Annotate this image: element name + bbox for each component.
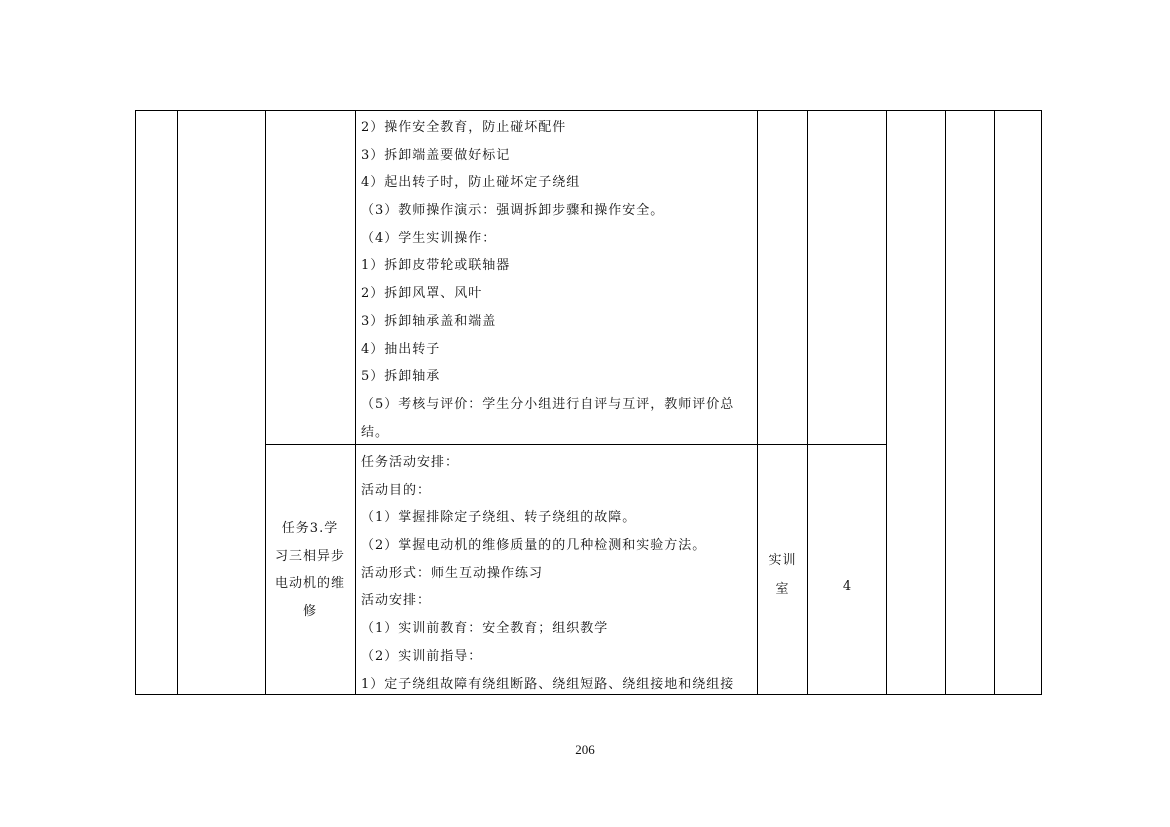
column-line <box>1041 110 1042 695</box>
task-name-line: 任务3.学 <box>281 521 339 536</box>
text-line: 活动目的： <box>361 482 432 498</box>
text-line: 结。 <box>361 424 390 440</box>
text-line: （1）掌握排除定子绕组、转子绕组的故障。 <box>361 510 637 526</box>
text-line: （2）掌握电动机的维修质量的的几种检测和实验方法。 <box>361 538 707 554</box>
hours-cell: 4 <box>842 579 852 594</box>
text-line: （4）学生实训操作： <box>361 230 497 246</box>
page-number: 206 <box>575 742 595 757</box>
text-line: 任务活动安排： <box>361 455 460 470</box>
text-line: （3）教师操作演示：强调拆卸步骤和操作安全。 <box>361 203 665 219</box>
text-line: 5）拆卸轴承 <box>361 369 441 385</box>
column-line <box>177 110 178 695</box>
task-name-cell <box>266 515 354 625</box>
text-line: （5）考核与评价：学生分小组进行自评与互评，教师评价总 <box>361 396 735 412</box>
venue-line: 实训 <box>768 553 797 568</box>
column-line <box>886 110 887 695</box>
text-line: （1）实训前教育：安全教育；组织教学 <box>361 621 609 637</box>
task-name-line: 修 <box>302 603 317 619</box>
text-line: 活动安排： <box>361 593 432 609</box>
text-line: 活动形式：师生互动操作练习 <box>361 565 544 581</box>
task-name-line: 电动机的维 <box>274 576 345 591</box>
text-line: 2）拆卸风罩、风叶 <box>361 286 483 302</box>
column-line <box>757 110 758 695</box>
activity-steps-upper <box>361 114 757 446</box>
column-line <box>355 110 356 695</box>
text-line: 4）起出转子时，防止碰坏定子绕组 <box>361 175 581 191</box>
text-line: 2）操作安全教育，防止碰坏配件 <box>361 120 567 135</box>
text-line: 1）拆卸皮带轮或联轴器 <box>361 258 511 274</box>
column-line <box>135 110 136 695</box>
column-line <box>994 110 995 695</box>
text-line: 1）定子绕组故障有绕组断路、绕组短路、绕组接地和绕组接 <box>361 676 735 692</box>
text-line: 3）拆卸端盖要做好标记 <box>361 147 511 163</box>
task-name-line: 习三相异步 <box>274 548 345 564</box>
text-line: 4）抽出转子 <box>361 341 441 357</box>
column-line <box>945 110 946 695</box>
activity-steps-lower <box>361 449 757 698</box>
venue-line: 室 <box>775 582 790 597</box>
venue-cell <box>758 546 807 604</box>
text-line: （2）实训前指导： <box>361 648 483 664</box>
table-top-border <box>135 110 1042 111</box>
column-line <box>807 110 808 695</box>
text-line: 3）拆卸轴承盖和端盖 <box>361 313 497 329</box>
